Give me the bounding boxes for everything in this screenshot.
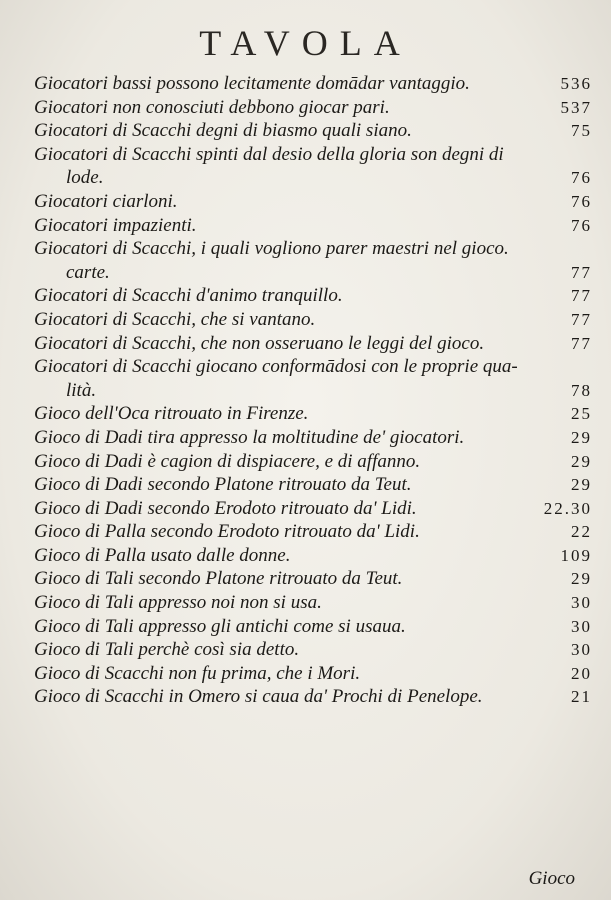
entry-text: Gioco di Dadi secondo Platone ritrouato da Teut. xyxy=(34,474,412,496)
entry-text: Giocatori impazienti. xyxy=(34,214,197,236)
entry-text: Gioco di Tali perchè così sia detto. xyxy=(34,639,300,661)
entry-page-number: 76 xyxy=(571,191,592,211)
entry-text: Giocatori di Scacchi, che si vantano. xyxy=(34,308,316,330)
entry-page-number: 21 xyxy=(571,687,592,707)
entry-page-number: 30 xyxy=(571,616,592,636)
entry-text: Giocatori di Scacchi spinti dal desio della gloria son degni di xyxy=(34,143,504,165)
entry-text: Giocatori ciarloni. xyxy=(34,190,178,212)
entry-text: Gioco di Dadi tira appresso la moltitudine de' giocatori. xyxy=(34,426,465,448)
entry-page-number: 29 xyxy=(571,427,592,447)
index-entry xyxy=(34,261,592,285)
index-entry xyxy=(34,96,592,120)
entry-text: Gioco di Palla secondo Erodoto ritrouato da' Lidi. xyxy=(34,521,420,543)
entry-text: lità. xyxy=(66,379,97,401)
page-title: TAVOLA xyxy=(199,23,412,63)
catchword: Gioco xyxy=(528,868,575,889)
index-entry xyxy=(34,638,592,662)
entry-text: Giocatori di Scacchi degni di biasmo quali siano. xyxy=(34,120,412,142)
entry-page-number: 78 xyxy=(571,380,592,400)
entry-text: carte. xyxy=(66,261,110,283)
index-entry xyxy=(34,402,592,426)
entry-page-number: 536 xyxy=(560,74,592,93)
index-entry xyxy=(34,567,592,591)
index-entry xyxy=(34,685,592,709)
entry-page-number: 29 xyxy=(571,475,592,495)
index-entry xyxy=(34,379,592,403)
entry-page-number: 29 xyxy=(571,451,592,471)
index-entry xyxy=(34,355,592,379)
entry-page-number: 77 xyxy=(571,309,592,329)
entry-text: Gioco di Tali appresso gli antichi come si usaua. xyxy=(34,615,406,637)
entry-page-number: 22 xyxy=(571,522,592,542)
index-entry xyxy=(34,214,592,238)
index-entry xyxy=(34,143,592,167)
entry-text: Gioco di Scacchi in Omero si caua da' Prochi di Penelope. xyxy=(34,686,483,708)
index-entry xyxy=(34,591,592,615)
entry-text: Gioco dell'Oca ritrouato in Firenze. xyxy=(34,403,309,425)
entry-page-number: 109 xyxy=(560,545,592,565)
entry-page-number: 77 xyxy=(571,286,592,306)
index-entry xyxy=(34,190,592,214)
index-entry xyxy=(34,426,592,450)
entry-page-number: 30 xyxy=(571,593,592,613)
entry-page-number: 537 xyxy=(560,97,592,117)
entry-text: lode. xyxy=(66,167,104,189)
index-entry xyxy=(34,450,592,474)
entry-text: Gioco di Palla usato dalle donne. xyxy=(34,544,291,566)
index-entry xyxy=(34,119,592,143)
index-entry xyxy=(34,473,592,497)
entry-text: Giocatori di Scacchi, i quali vogliono parer maestri nel gioco. xyxy=(34,238,509,260)
index-entry xyxy=(34,544,592,568)
entry-text: Gioco di Tali secondo Platone ritrouato da Teut. xyxy=(34,568,403,590)
entry-page-number: 20 xyxy=(571,663,592,683)
entry-page-number: 77 xyxy=(571,262,592,282)
entry-text: Giocatori di Scacchi d'animo tranquillo. xyxy=(34,285,343,307)
entry-text: Giocatori non conosciuti debbono giocar pari. xyxy=(34,96,390,118)
entry-page-number: 25 xyxy=(571,404,592,424)
entry-page-number: 30 xyxy=(571,640,592,660)
index-entry xyxy=(34,497,592,521)
entry-text: Giocatori di Scacchi giocano conformādosi con le proprie qua- xyxy=(34,356,518,378)
index-entry xyxy=(34,308,592,332)
entry-text: Gioco di Tali appresso noi non si usa. xyxy=(34,592,322,614)
entry-page-number: 75 xyxy=(571,121,592,141)
index-entries xyxy=(34,72,592,709)
index-entry xyxy=(34,166,592,190)
entry-text: Giocatori di Scacchi, che non osseruano le leggi del gioco. xyxy=(34,332,485,354)
entry-text: Gioco di Scacchi non fu prima, che i Mori. xyxy=(34,662,361,684)
entry-page-number: 29 xyxy=(571,569,592,589)
index-entry xyxy=(34,284,592,308)
entry-page-number: 76 xyxy=(571,168,592,188)
entry-page-number: 22.30 xyxy=(543,498,592,518)
index-entry xyxy=(34,72,592,96)
entry-text: Gioco di Dadi è cagion di dispiacere, e di affanno. xyxy=(34,450,421,472)
index-entry xyxy=(34,520,592,544)
index-entry xyxy=(34,332,592,356)
index-entry xyxy=(34,615,592,639)
entry-page-number: 76 xyxy=(571,215,592,235)
index-entry xyxy=(34,662,592,686)
entry-page-number: 77 xyxy=(571,333,592,353)
index-entry xyxy=(34,237,592,261)
entry-text: Gioco di Dadi secondo Erodoto ritrouato da' Lidi. xyxy=(34,497,417,519)
entry-text: Giocatori bassi possono lecitamente domādar vantaggio. xyxy=(34,73,470,94)
